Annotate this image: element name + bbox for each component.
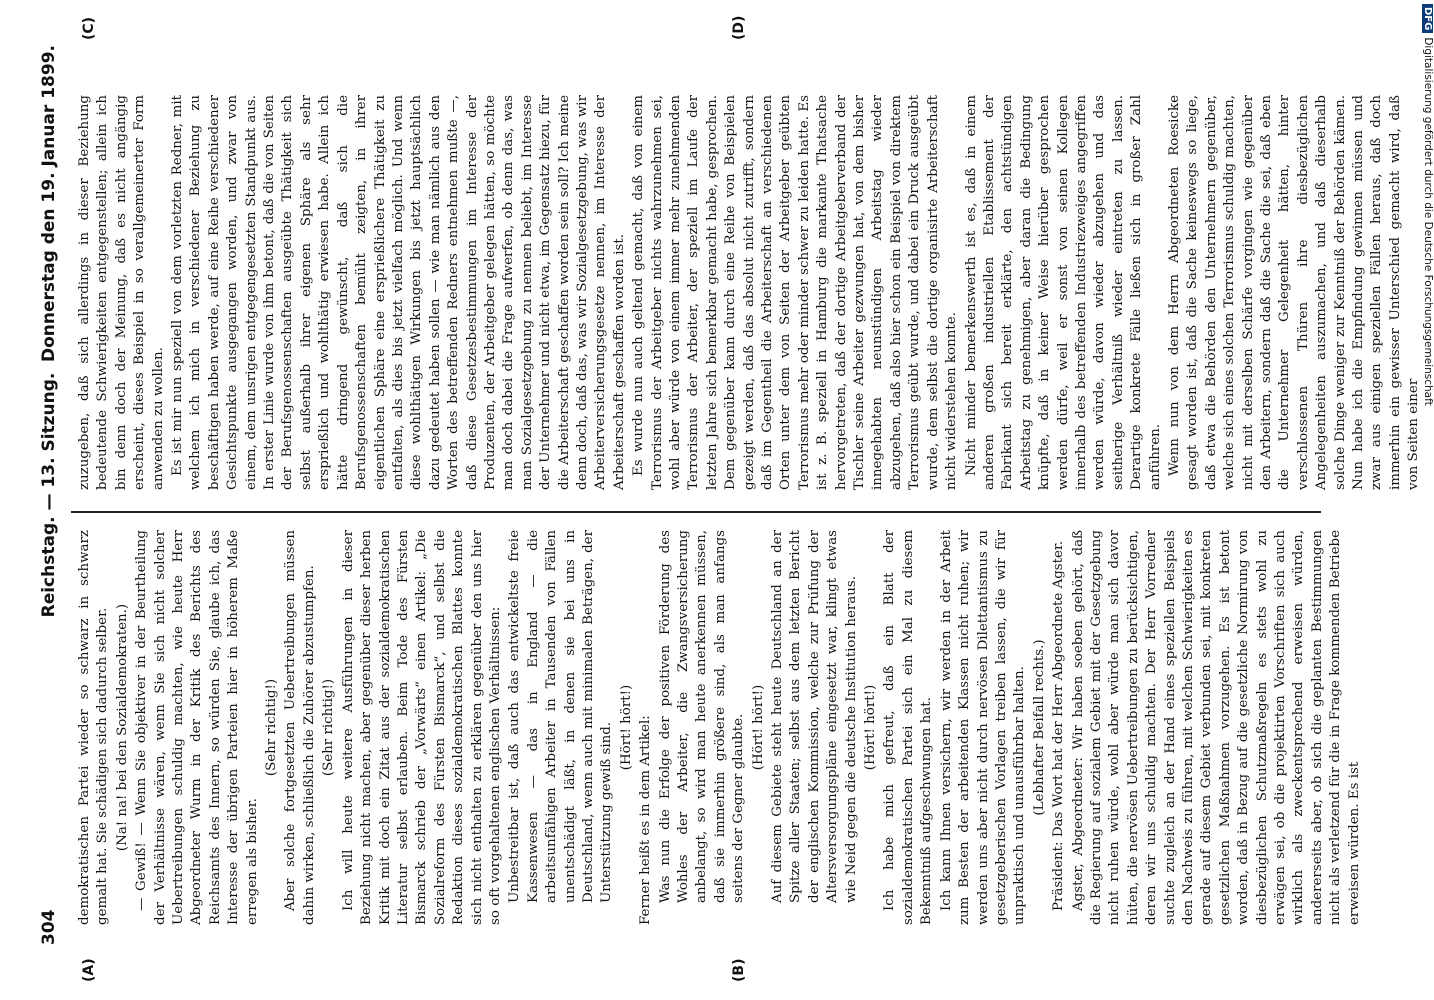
- left-text-column: [76, 530, 1362, 925]
- paragraph: Es wurde nun auch geltend gemacht, daß von einem Terrorismus der Arbeitgeber nichts wahrzunehmen sei, wohl aber würde von einem immer mehr zunehmenden Terrorismus der Arbeiter, der speziell im Laufe der letzten Jahre sich bemerkbar gemacht habe, gesprochen. Dem gegenüber kann durch eine Reihe von Beispielen gezeigt werden, daß das absolut nicht zutrifft, sondern daß im Gegentheil die Arbeiterschaft an verschiedenen Orten unter dem von Seiten der Arbeitgeber geübten Terrorismus mehr oder minder schwer zu leiden hatte. Es ist z. B. speziell in Hamburg die markante Thatsache hervorgetreten, daß der dortige Arbeitgeberverband der Tischler seine Arbeiter gezwungen hat, von dem bisher innegehabten neunstündigen Arbeitstag wieder abzugehen, daß also hier schon ein Beispiel von direktem Terrorismus geübt wurde, und dabei ein Druck ausgeübt wurde, dem selbst die dortige organisirte Arbeiterschaft nicht widerstehen konnte.: [631, 95, 960, 490]
- right-text-column: [76, 95, 1422, 490]
- digitization-credit: [1418, 0, 1434, 1000]
- paragraph: zuzugeben, daß sich allerdings in dieser Beziehung bedeutende Schwierigkeiten entgegenstellen; allein ich bin denn doch der Meinung, daß es nicht angängig erscheint, dieses Beispiel in so verallgemeinerter Form anwenden zu wollen.: [77, 95, 166, 490]
- running-title: Reichstag. — 13. Sitzung.: [39, 372, 59, 618]
- paragraph: — Gewiß! — Wenn Sie objektiver in der Beurtheilung der Verhältnisse wären, wenn Sie sich nicht solcher Uebertreibungen schuldig machten, wie heute Herr Abgeordneter Wurm in der Kritik des Berichts des Reichsamts des Innern, so würden Sie, glaube ich, das Interesse der übrigen Parteien hier in höherem Maße erregen als bisher.: [134, 530, 260, 925]
- paragraph: Ich habe mich gefreut, daß ein Blatt der sozialdemokratischen Partei sich ein Mal zu diesem Bekenntniß aufgeschwungen hat.: [882, 530, 935, 925]
- credit-text: Digitalisierung gefördert durch die Deutsche Forschungsgemeinschaft: [1422, 37, 1434, 406]
- page-header: [39, 45, 69, 945]
- margin-mark-d: (D): [731, 15, 747, 40]
- paragraph: Nicht minder bemerkenswerth ist es, daß in einem anderen großen industriellen Etablissement der Fabrikant sich bereit erklärte, den achtstündigen Arbeitstag zu genehmigen, aber daran die Bedingung knüpfte, daß in keiner Weise hierüber gesprochen werden dürfe, weil er sonst von seinen Kollegen innerhalb des betreffenden Industriezweiges angegriffen werden würde, davon wieder abzugehen und das seitherige Verhältniß wieder eintreten zu lassen. Derartige konkrete Fälle ließen sich in großer Zahl anführen.: [963, 95, 1163, 490]
- paragraph: Ferner heißt es in dem Artikel:: [638, 715, 654, 925]
- paragraph: demokratischen Partei wieder so schwarz in schwarz gemalt hat. Sie schädigen sich dadurch selber.: [77, 530, 111, 925]
- margin-mark-b: (B): [731, 958, 747, 982]
- interjection: (Hört! hört!): [750, 684, 766, 771]
- speaker-paragraph: Agster, Abgeordneter: Wir haben soeben gehört, daß die Regierung auf sozialem Gebiet mit der Gesetzgebung nicht ruhen würde, wohl aber würde man sich davor hüten, die nervösen Uebertreibungen zu berücksichtigen, deren wir uns schuldig machten. Der Herr Vorredner suchte zugleich an der Hand eines speziellen Beispiels den Nachweis zu führen, mit welchen Schwierigkeiten es gerade auf diesem Gebiet verbunden sei, mit konkreten gesetzlichen Maßnahmen vorzugehen. Es ist betont worden, daß in Bezug auf die gesetzliche Normirung von diesbezüglichen Schutzmaßregeln es stets wohl zu erwägen sei, ob die projektirten Vorschriften sich auch wirklich als zweckentsprechend erweisen würden, andererseits aber, ob sich die geplanten Bestimmungen nicht als verletzend für die in Frage kommenden Betriebe erweisen würden. Es ist: [1070, 530, 1362, 925]
- interjection: (Na! na! bei den Sozialdemokraten.): [114, 603, 130, 852]
- margin-mark-c: (C): [81, 16, 97, 40]
- interjection: (Lebhafter Beifall rechts.): [1031, 639, 1047, 816]
- quotation: Was nun die Erfolge der positiven Förderung des Wohles der Arbeiter, die Zwangsversicherung anbelangt, so wird man heute anerkennen müssen, daß sie immerhin größere sind, als man anfangs seitens der Gegner glaubte.: [657, 530, 747, 903]
- interjection: (Sehr richtig!): [321, 678, 337, 777]
- paragraph: Aber solche fortgesetzten Uebertreibungen müssen dahin wirken, schließlich die Zuhörer abzustumpfen.: [283, 530, 317, 925]
- paragraph: Wenn nun von dem Herrn Abgeordneten Roesicke gesagt worden ist, daß die Sache keineswegs so liege, daß etwa die Behörden den Unternehmern gegenüber, welche sich eines solchen Terrorismus schuldig machten, nicht mit derselben Schärfe vorgingen wie gegenüber den Arbeitern, sondern daß die Sache die sei, daß eben die Unternehmer Gelegenheit hätten, hinter verschlossenen Thüren ihre diesbezüglichen Angelegenheiten auszumachen, und daß dieserhalb solche Dinge weniger zur Kenntniß der Behörden kämen. Nun habe ich die Empfindung gewinnen müssen und zwar aus einigen speziellen Fällen heraus, daß doch immerhin ein gewisser Unterschied gemacht wird, daß von Seiten einer: [1166, 95, 1422, 490]
- rotated-newspaper-page: [1, 0, 1422, 1000]
- speaker-paragraph: Präsident: Das Wort hat der Herr Abgeordnete Agster.: [1051, 540, 1067, 911]
- dfg-logo: DFG: [1422, 4, 1433, 33]
- column-divider: [71, 511, 1321, 513]
- paragraph: Ich will heute weitere Ausführungen in dieser Beziehung nicht machen, aber gegenüber dieser herben Kritik mit doch ein Zitat aus der sozialdemokratischen Literatur selbst erlauben. Beim Tode des Fürsten Bismarck schrieb der „Vorwärts“ einen Artikel: „Die Sozialreform des Fürsten Bismarck“, und selbst die Redaktion dieses sozialdemokratischen Blattes konnte sich nicht enthalten zu erklären gegenüber den uns hier so oft vorgehaltenen englischen Verhältnissen:: [340, 530, 503, 925]
- page-number: 304: [39, 909, 59, 945]
- interjection: (Hört! hört!): [618, 684, 634, 771]
- quotation: Unbestreitbar ist, daß auch das entwickeltste freie Kassenwesen — das in England — die arbeitsunfähigen Arbeiter in Tausenden von Fällen unentschädigt läßt, in denen sie bei uns in Deutschland, wenn auch mit minimalen Beträgen, der Unterstützung gewiß sind.: [507, 530, 615, 903]
- paragraph: Ich kann Ihnen versichern, wir werden in der Arbeit zum Besten der arbeitenden Klassen nicht ruhen; wir werden uns aber nicht durch nervösen Dilettantismus zu gesetzgeberischen Vorlagen treiben lassen, die wir für unpraktisch und unausführbar halten.: [938, 530, 1028, 925]
- interjection: (Sehr richtig!): [264, 678, 280, 777]
- issue-date: Donnerstag den 19. Januar 1899.: [39, 45, 59, 363]
- quotation: Auf diesem Gebiete steht heute Deutschland an der Spitze aller Staaten; selbst aus dem letzten Bericht der englischen Kommission, welche zur Prüfung der Altersversorgungspläne eingesetzt war, klingt etwas wie Neid gegen die deutsche Institution heraus.: [770, 530, 859, 903]
- interjection: (Hört! hört!): [863, 684, 879, 771]
- paragraph: Es ist mir nun speziell von dem vorletzten Redner, mit welchem ich mich in verschiedener Beziehung zu beschäftigen haben werde, auf eine Reihe verschiedener Gesichtspunkte ausgegangen worden, und zwar von einem, dem unsrigen entgegengesetzten Standpunkt aus. In erster Linie wurde von ihm betont, daß die von Seiten der Berufsgenossenschaften ausgeübte Thätigkeit sich selbst außerhalb ihrer eigenen Sphäre als sehr ersprießlich und wohlthätig erwiesen habe. Allein ich hätte dringend gewünscht, daß sich die Berufsgenossenschaften bemüht zeigten, in ihrer eigentlichen Sphäre eine ersprießlichere Thätigkeit zu entfalten, als dies bis jetzt vielfach möglich. Und wenn diese wohlthätigen Wirkungen bis jetzt hauptsächlich dazu gedeutet haben sollen — wie man nämlich aus den Worten des betreffenden Redners entnehmen mußte —, daß diese Gesetzesbestimmungen im Interesse der Produzenten, der Arbeitgeber gelegen hätten, so möchte man doch dabei die Frage aufwerfen, ob denn das, was man Sozialgesetzgebung zu nennen beliebt, im Interesse der Unternehmer und nicht etwa, im Gegensatz hiezu, für die Arbeiterschaft geschaffen worden sein soll? Ich meine denn doch, daß das, was wir Sozialgesetzgebung, was wir Arbeiterversicherungsgesetze nennen, im Interesse der Arbeiterschaft geschaffen worden ist.: [170, 95, 627, 490]
- margin-mark-a: (A): [81, 958, 97, 982]
